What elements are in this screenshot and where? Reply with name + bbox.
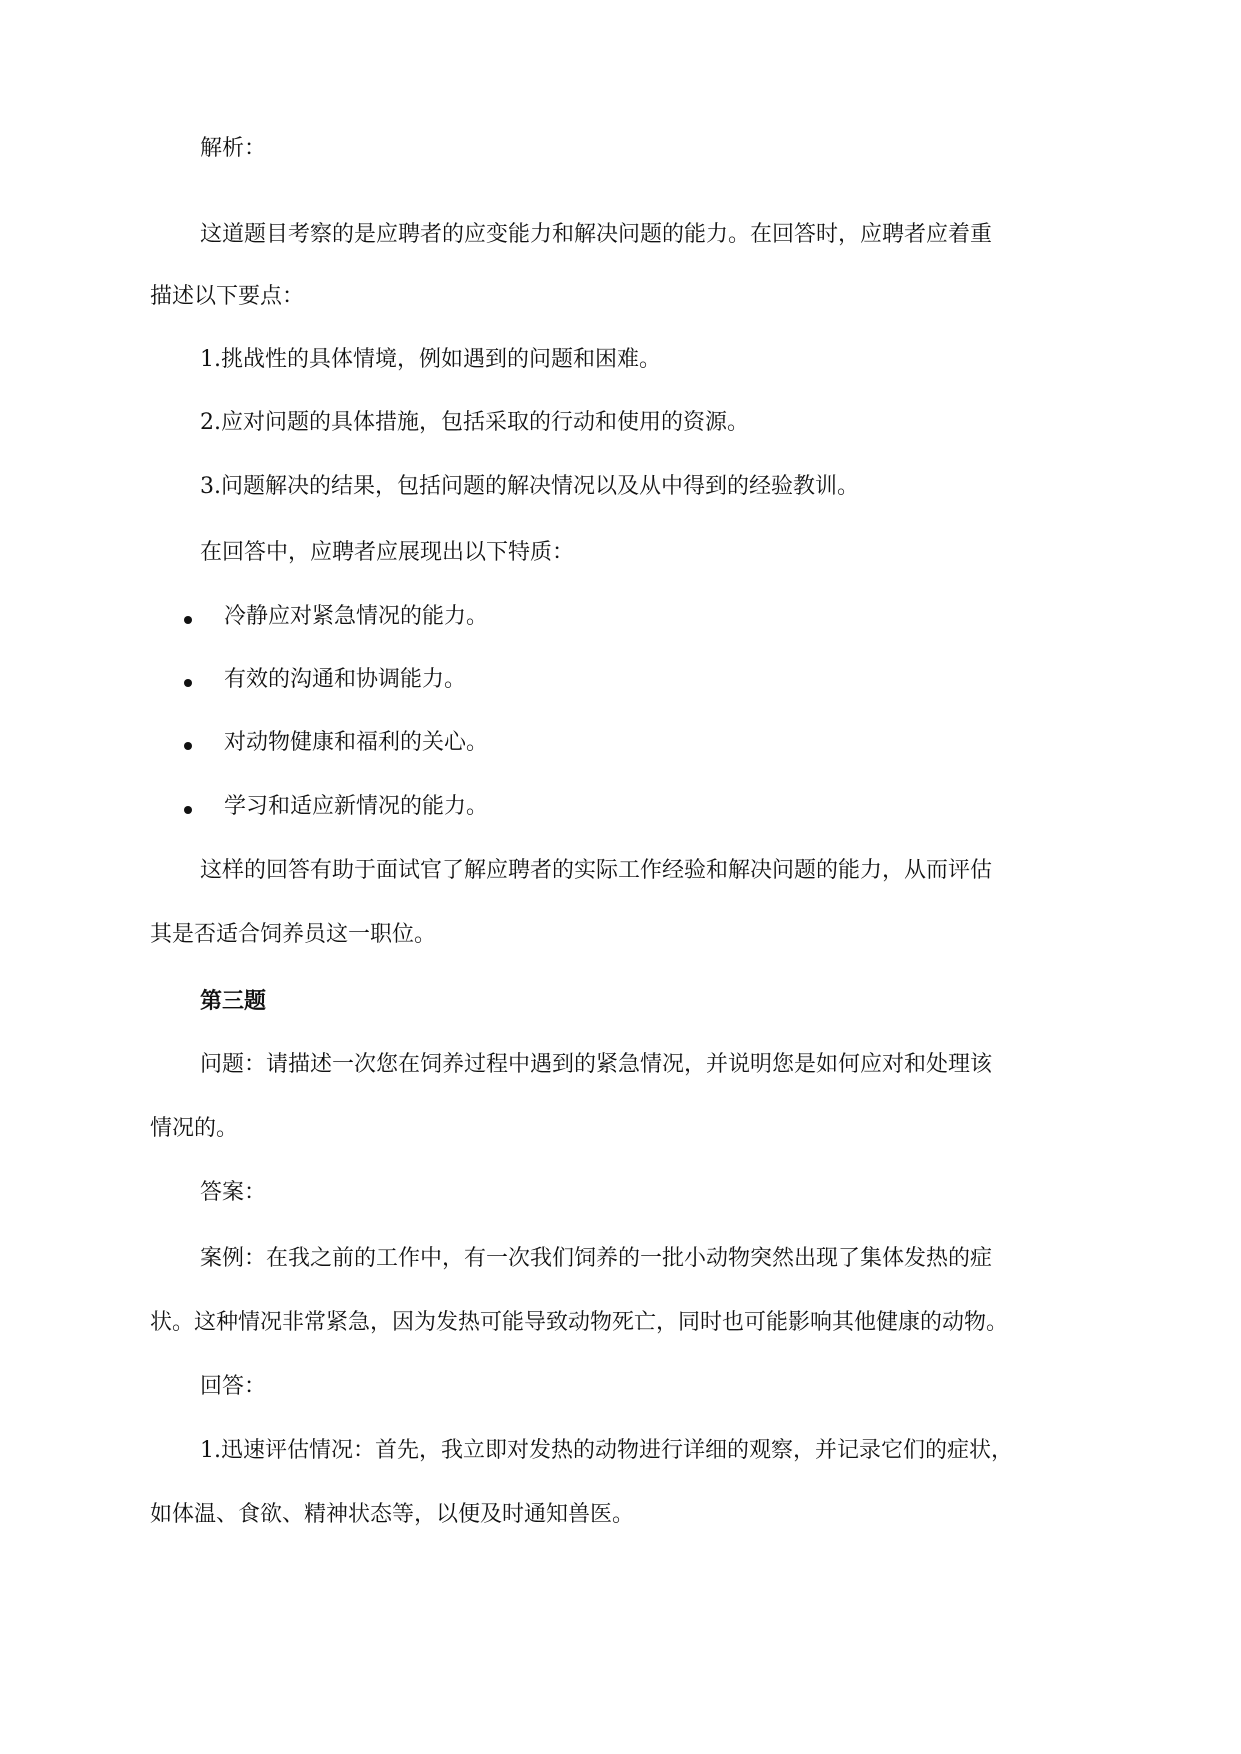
bullet-dot bbox=[184, 616, 192, 624]
question-line-2: 情况的。 bbox=[150, 1116, 239, 1141]
point-1: 1.挑战性的具体情境，例如遇到的问题和困难。 bbox=[200, 347, 661, 372]
summary-line-2: 其是否适合饲养员这一职位。 bbox=[150, 922, 437, 947]
bullet-item-2: 有效的沟通和协调能力。 bbox=[224, 667, 467, 692]
traits-intro: 在回答中，应聘者应展现出以下特质： bbox=[200, 540, 575, 565]
step-1-line-2: 如体温、食欲、精神状态等，以便及时通知兽医。 bbox=[150, 1502, 635, 1527]
answer-label: 答案： bbox=[200, 1180, 267, 1205]
point-2: 2.应对问题的具体措施，包括采取的行动和使用的资源。 bbox=[200, 410, 749, 435]
reply-label: 回答： bbox=[200, 1374, 267, 1399]
bullet-dot bbox=[184, 806, 192, 814]
bullet-item-3: 对动物健康和福利的关心。 bbox=[224, 730, 489, 755]
analysis-label: 解析： bbox=[200, 136, 267, 161]
bullet-item-4: 学习和适应新情况的能力。 bbox=[224, 794, 489, 819]
analysis-paragraph-line-2: 描述以下要点： bbox=[150, 284, 305, 309]
step-1-line-1: 1.迅速评估情况：首先，我立即对发热的动物进行详细的观察，并记录它们的症状， bbox=[200, 1438, 1013, 1463]
analysis-paragraph-line-1: 这道题目考察的是应聘者的应变能力和解决问题的能力。在回答时，应聘者应着重 bbox=[200, 222, 993, 247]
question-line-1: 问题：请描述一次您在饲养过程中遇到的紧急情况，并说明您是如何应对和处理该 bbox=[200, 1052, 993, 1077]
bullet-item-1: 冷静应对紧急情况的能力。 bbox=[224, 604, 489, 629]
section-title: 第三题 bbox=[200, 988, 267, 1014]
case-line-1: 案例：在我之前的工作中，有一次我们饲养的一批小动物突然出现了集体发热的症 bbox=[200, 1246, 993, 1271]
summary-line-1: 这样的回答有助于面试官了解应聘者的实际工作经验和解决问题的能力，从而评估 bbox=[200, 858, 993, 883]
point-3: 3.问题解决的结果，包括问题的解决情况以及从中得到的经验教训。 bbox=[200, 474, 859, 499]
case-line-2: 状。这种情况非常紧急，因为发热可能导致动物死亡，同时也可能影响其他健康的动物。 bbox=[150, 1310, 1009, 1335]
bullet-dot bbox=[184, 679, 192, 687]
bullet-dot bbox=[184, 742, 192, 750]
